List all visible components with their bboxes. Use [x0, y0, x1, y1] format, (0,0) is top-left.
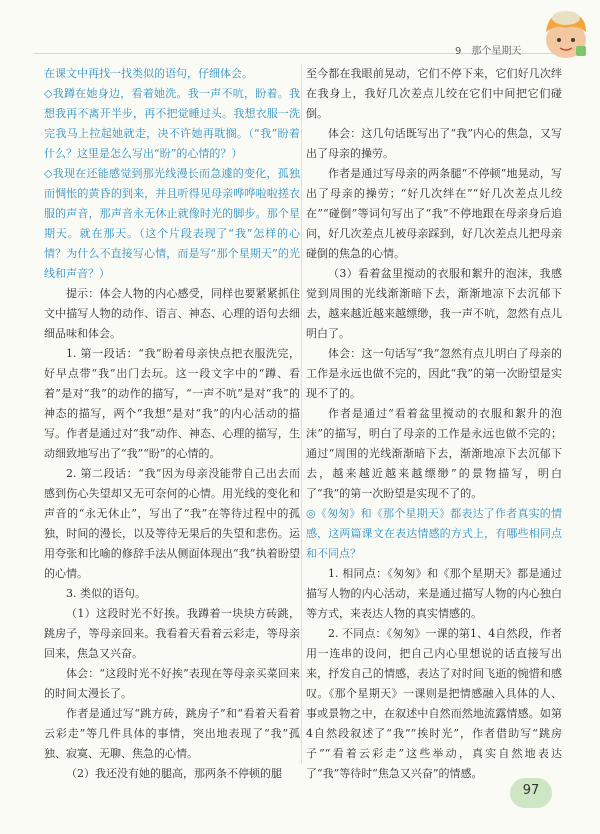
- left-para-2: ◇我蹲在她身边，看着她洗。我一声不吭，盼着。我想我再不离开半步，再不把觉睡过头。我想衣服一洗完我马上拉起她就走，决不许她再耽搁。（“我”盼着什么？这里是怎么写出“盼”的心情的？）: [44, 87, 300, 160]
- left-para-1: 在课文中再找一找类似的语句，仔细体会。: [44, 67, 253, 80]
- left-column: [44, 64, 300, 784]
- left-para-3: ◇我现在还能感觉到那光线漫长而急遽的变化，孤独而惆怅的黄昏的到来，并且听得见母亲哗哗啦啦搓衣服的声音，那声音永无休止就像时光的脚步。那个星期天。就在那天。（这个片段表现了“我”怎样的心情？为什么不直接写心情，而是写“那个星期天”的光线和声音？）: [44, 167, 300, 280]
- left-para-10: 作者是通过写“跳方砖，跳房子”和“看着天看着云彩走”等几件具体的事情，突出地表现了“我”孤独、寂寞、无聊、焦急的心情。: [44, 707, 300, 760]
- right-para-4: （3）看着盆里搅动的衣服和絮升的泡沫，我感觉到周围的光线渐渐暗下去，渐渐地凉下去沉郁下去，越来越近越来越缥缈，我一声不吭，忽然有点儿明白了。: [306, 267, 562, 340]
- right-para-6: 作者是通过“看着盆里搅动的衣服和絮升的泡沫”的描写，明白了母亲的工作是永远也做不完的；通过“周围的光线渐渐暗下去，渐渐地凉下去沉郁下去，越来越近越来越缥缈”的景物描写，明白了“我”的第一次盼望是实现不了的。: [306, 407, 562, 500]
- right-column: [306, 64, 562, 784]
- right-para-7: ◎《匆匆》和《那个星期天》都表达了作者真实的情感，这两篇课文在表达情感的方式上，有哪些相同点和不同点？: [306, 507, 562, 560]
- right-para-3: 作者是通过写母亲的两条腿“不停顿”地晃动，写出了母亲的操劳；“好几次绊在”“好几次差点儿绞在”“碰倒”等词句写出了“我”不停地跟在母亲身后追问，好几次差点儿被母亲踩到，好几次差点儿把母亲碰倒的焦急的心情。: [306, 167, 562, 260]
- left-para-6: 2. 第二段话：“我”因为母亲没能带自己出去而感到伤心失望却又无可奈何的心情。用光线的变化和声音的“永无休止”，写出了“我”在等待过程中的孤独，时间的漫长，以及等待无果后的失望和悲伤。运用夸张和比喻的修辞手法从侧面体现出“我”执着盼望的心情。: [44, 467, 300, 580]
- right-para-8: 1. 相同点：《匆匆》和《那个星期天》都是通过描写人物的内心活动，来是通过描写人物的内心独白等方式，来表达人物的真实情感的。: [306, 567, 562, 620]
- column-divider: [301, 64, 302, 764]
- left-para-4: 提示：体会人物的内心感受，同样也要紧紧抓住文中描写人物的动作、语言、神态、心理的语句去细细品味和体会。: [44, 287, 300, 340]
- mascot-icon: [536, 2, 596, 62]
- page-number: 97: [522, 783, 540, 798]
- left-para-8: （1）这段时光不好挨。我蹲着一块块方砖跳，跳房子，等母亲回来。我看着天看着云彩走，等母亲回来，焦急又兴奋。: [44, 607, 300, 660]
- left-para-9: 体会：“这段时光不好挨”表现在等母亲买菜回来的时间太漫长了。: [44, 667, 300, 700]
- left-para-7: 3. 类似的语句。: [66, 587, 146, 600]
- left-para-11: （2）我还没有她的腿高，那两条不停顿的腿: [66, 767, 282, 780]
- left-para-5: 1. 第一段话：“我”盼着母亲快点把衣服洗完，好早点带“我”出门去玩。这一段文字中的“蹲、看着”是对“我”的动作的描写，“一声不吭”是对“我”的神态的描写，两个“我想”是对“我”的内心活动的描写。作者是通过对“我”动作、神态、心理的描写，生动细致地写出了“我”“盼”的心情的。: [44, 347, 300, 460]
- right-para-2: 体会：这几句话既写出了“我”内心的焦急，又写出了母亲的操劳。: [306, 127, 562, 160]
- right-para-1: 至今都在我眼前晃动，它们不停下来，它们好几次绊在我身上，我好几次差点儿绞在它们中间把它们碰倒。: [306, 67, 562, 120]
- right-para-9: 2. 不同点：《匆匆》一课的第1、4自然段，作者用一连串的设问，把自己内心里想说的话直接写出来，抒发自己的情感，表达了对时间飞逝的惋惜和感叹。《那个星期天》一课则是把情感融入具体的人、事或景物之中，在叙述中自然而然地流露情感。如第4自然段叙述了“我”“挨时光”，作者借助写“跳房子”“看着云彩走”这些举动，真实自然地表达了“我”等待时“焦急又兴奋”的情感。: [306, 627, 562, 780]
- right-para-5: 体会：这一句话写“我”忽然有点儿明白了母亲的工作是永远也做不完的，因此“我”的第一次盼望是实现不了的。: [306, 347, 562, 400]
- header-title: 9 那个星期天: [455, 46, 522, 57]
